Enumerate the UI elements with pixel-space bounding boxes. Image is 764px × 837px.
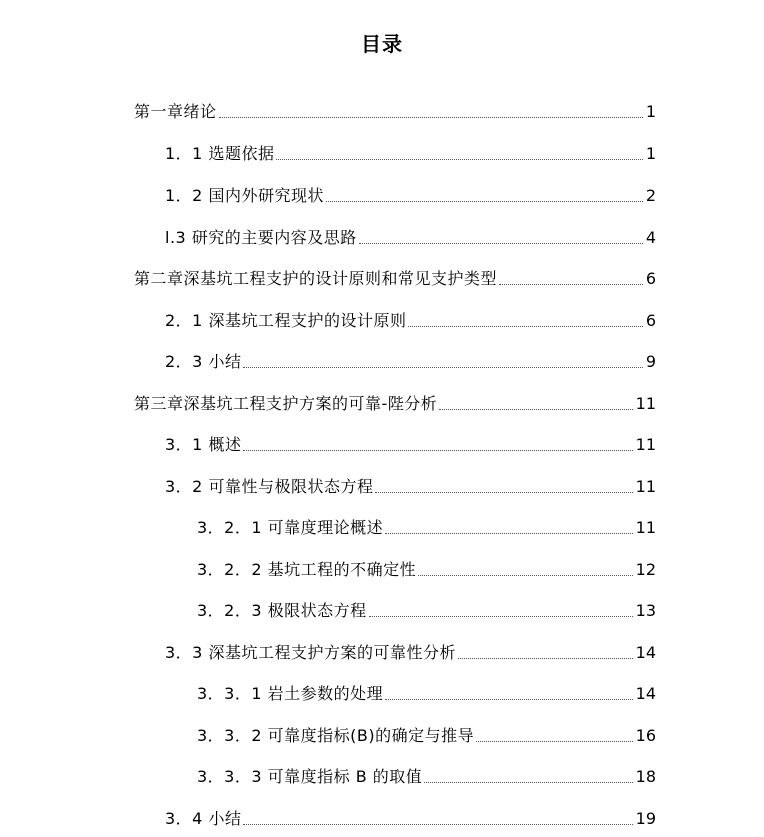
toc-entry-2-1[interactable] bbox=[165, 305, 656, 331]
toc-entry-chapter-2[interactable] bbox=[134, 263, 656, 289]
toc-entry-chapter-3[interactable] bbox=[134, 388, 656, 414]
toc-page-number: 11 bbox=[635, 394, 656, 413]
toc-page-number: 9 bbox=[645, 352, 656, 371]
dot-leader bbox=[243, 366, 642, 368]
toc-entry-label: 第二章深基坑工程支护的设计原则和常见支护类型 bbox=[134, 269, 498, 288]
toc-entry-3-4[interactable] bbox=[165, 803, 656, 829]
dot-leader bbox=[408, 325, 642, 327]
toc-page-number: 1 bbox=[645, 102, 656, 121]
toc-entry-label: 3．4 小结 bbox=[165, 809, 242, 828]
toc-entry-label: 3．2．2 基坑工程的不确定性 bbox=[197, 560, 417, 579]
dot-leader bbox=[326, 200, 643, 202]
dot-leader bbox=[458, 657, 633, 659]
toc-entry-3-2-3[interactable] bbox=[197, 595, 656, 621]
toc-entry-3-2[interactable] bbox=[165, 471, 656, 497]
toc-entry-label: 3．3．2 可靠度指标(B)的确定与推导 bbox=[197, 726, 475, 745]
toc-entry-label: 1．1 选题依据 bbox=[165, 144, 275, 163]
dot-leader bbox=[424, 781, 632, 783]
toc-page-number: 14 bbox=[635, 643, 656, 662]
toc-entry-label: 3．3．1 岩土参数的处理 bbox=[197, 684, 384, 703]
toc-page-number: 16 bbox=[635, 726, 656, 745]
toc-entry-2-3[interactable] bbox=[165, 346, 656, 372]
toc-page-number: 6 bbox=[645, 311, 656, 330]
toc-entry-label: 3．2．3 极限状态方程 bbox=[197, 601, 367, 620]
toc-page-number: 11 bbox=[635, 518, 656, 537]
toc-page-number: 14 bbox=[635, 684, 656, 703]
toc-entry-label: 2．1 深基坑工程支护的设计原则 bbox=[165, 311, 407, 330]
toc-entry-label: l.3 研究的主要内容及思路 bbox=[165, 228, 357, 247]
toc-entry-chapter-1[interactable] bbox=[134, 96, 656, 122]
toc-entry-3-3-3[interactable] bbox=[197, 761, 656, 787]
toc-page-number: 2 bbox=[645, 186, 656, 205]
toc-entry-label: 2．3 小结 bbox=[165, 352, 242, 371]
toc-page-number: 13 bbox=[635, 601, 656, 620]
dot-leader bbox=[476, 740, 633, 742]
dot-leader bbox=[385, 532, 633, 534]
toc-page-number: 1 bbox=[645, 144, 656, 163]
toc-page-number: 11 bbox=[635, 435, 656, 454]
dot-leader bbox=[369, 615, 633, 617]
toc-entry-3-3-2[interactable] bbox=[197, 720, 656, 746]
dot-leader bbox=[276, 158, 642, 160]
page-title: 目录 bbox=[361, 32, 403, 56]
dot-leader bbox=[219, 116, 643, 118]
toc-page-number: 12 bbox=[635, 560, 656, 579]
toc-entry-1-3[interactable] bbox=[165, 222, 656, 248]
toc-entry-3-1[interactable] bbox=[165, 429, 656, 455]
toc-page-number: 4 bbox=[645, 228, 656, 247]
toc-page-number: 19 bbox=[635, 809, 656, 828]
toc-entry-3-2-1[interactable] bbox=[197, 512, 656, 538]
toc-entry-label: 3．3 深基坑工程支护方案的可靠性分析 bbox=[165, 643, 456, 662]
dot-leader bbox=[385, 698, 633, 700]
toc-page-number: 6 bbox=[645, 269, 656, 288]
toc-entry-label: 3．1 概述 bbox=[165, 435, 242, 454]
dot-leader bbox=[439, 408, 632, 410]
toc-entry-1-1[interactable] bbox=[165, 138, 656, 164]
toc-entry-label: 3．2 可靠性与极限状态方程 bbox=[165, 477, 374, 496]
toc-entry-label: 第三章深基坑工程支护方案的可靠-陛分析 bbox=[134, 394, 438, 413]
toc-entry-label: 3．2．1 可靠度理论概述 bbox=[197, 518, 384, 537]
dot-leader bbox=[243, 823, 632, 825]
dot-leader bbox=[375, 491, 632, 493]
toc-entry-label: 3．3．3 可靠度指标 B 的取值 bbox=[197, 767, 423, 786]
dot-leader bbox=[243, 449, 632, 451]
toc-page-number: 18 bbox=[635, 767, 656, 786]
dot-leader bbox=[359, 242, 643, 244]
toc-entry-3-2-2[interactable] bbox=[197, 554, 656, 580]
toc-page-number: 11 bbox=[635, 477, 656, 496]
toc-entry-label: 第一章绪论 bbox=[134, 102, 217, 121]
toc-entry-3-3[interactable] bbox=[165, 637, 656, 663]
toc-entry-1-2[interactable] bbox=[165, 180, 656, 206]
dot-leader bbox=[418, 574, 633, 576]
toc-entry-3-3-1[interactable] bbox=[197, 678, 656, 704]
toc-entry-label: 1．2 国内外研究现状 bbox=[165, 186, 324, 205]
dot-leader bbox=[499, 283, 643, 285]
